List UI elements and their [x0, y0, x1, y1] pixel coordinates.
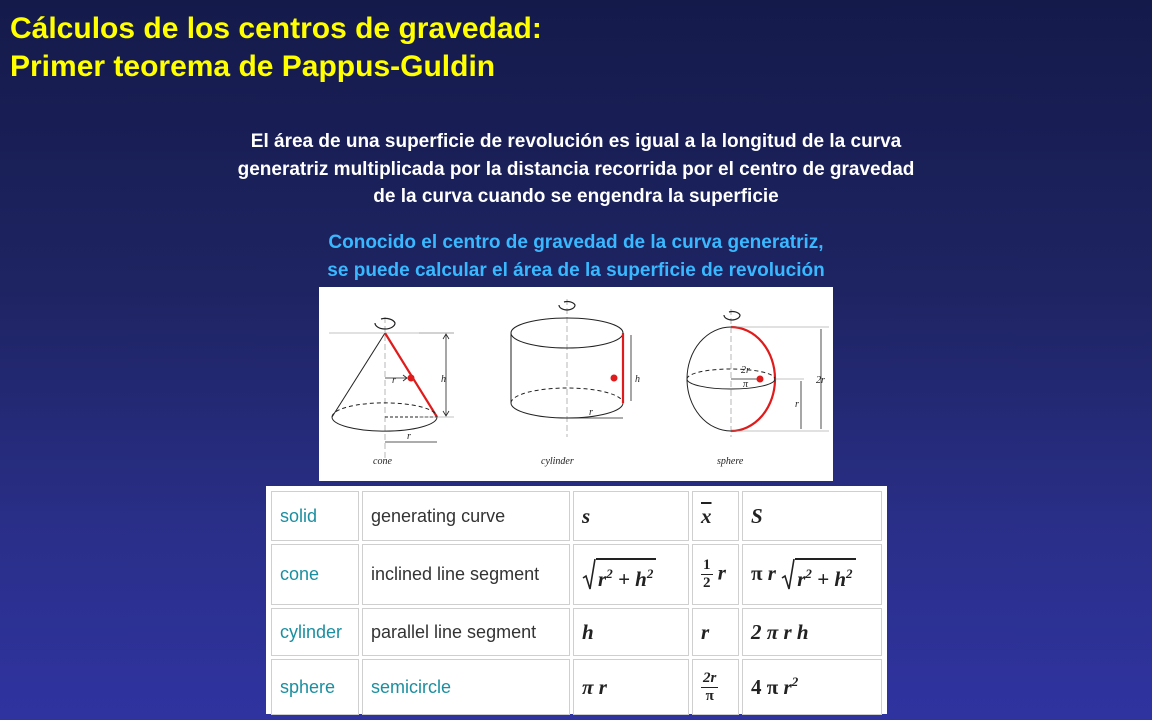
header-s: s	[573, 491, 689, 541]
sphere-label-2r: 2r	[741, 365, 750, 376]
row-cylinder-x: r	[692, 608, 739, 656]
header-generating-curve: generating curve	[362, 491, 570, 541]
properties-table	[266, 486, 887, 714]
sphere-label-pi: π	[743, 379, 749, 390]
theorem-statement	[140, 128, 1012, 211]
table-row	[271, 544, 882, 605]
header-S: S	[742, 491, 882, 541]
row-sphere-s: π r	[573, 659, 689, 715]
table-header-row	[271, 491, 882, 541]
statement-line-1: El área de una superficie de revolución es igual a la longitud de la curva	[250, 131, 902, 152]
cone-caption: cone	[373, 456, 392, 467]
cone-label-r-half: r	[392, 375, 396, 386]
header-x-bar: $\overline{x}$	[692, 491, 739, 541]
statement-line-3: de la curva cuando se engendra la superficie	[373, 186, 779, 207]
row-cone-solid: cone	[271, 544, 359, 605]
row-cylinder-curve: parallel line segment	[362, 608, 570, 656]
sphere-label-r: r	[795, 399, 799, 410]
cylinder-centroid-dot	[611, 375, 618, 382]
row-cone-x: $\frac{1}{2}$ r	[692, 544, 739, 605]
cone-label-r-base: r	[407, 431, 411, 442]
cylinder-label-r: r	[589, 407, 593, 418]
row-cylinder-solid: cylinder	[271, 608, 359, 656]
header-solid: solid	[271, 491, 359, 541]
cone-diagram	[329, 317, 454, 459]
corollary-line-1: Conocido el centro de gravedad de la curva generatriz,	[328, 232, 824, 253]
sphere-diagram	[687, 309, 829, 437]
slide-title	[10, 10, 542, 86]
title-line-1: Cálculos de los centros de gravedad:	[10, 12, 542, 45]
cylinder-diagram	[511, 299, 631, 437]
rotation-arrow-icon	[724, 312, 740, 320]
row-sphere-x: $\frac{2r}{\pi}$	[692, 659, 739, 715]
row-cone-s: $r^2 + h^2$	[573, 544, 689, 605]
table-row	[271, 608, 882, 656]
row-cylinder-s: h	[573, 608, 689, 656]
cylinder-caption: cylinder	[541, 456, 574, 467]
title-line-2: Primer teorema de Pappus-Guldin	[10, 50, 496, 83]
cylinder-label-h: h	[635, 374, 640, 385]
row-cylinder-S: 2 π r h	[742, 608, 882, 656]
row-cone-S: π r $r^2 + h^2$	[742, 544, 882, 605]
row-sphere-solid: sphere	[271, 659, 359, 715]
row-sphere-curve: semicircle	[362, 659, 570, 715]
table-row	[271, 659, 882, 715]
statement-line-2: generatriz multiplicada por la distancia recorrida por el centro de gravedad	[237, 158, 915, 180]
row-sphere-S: 4 π $r^2$	[742, 659, 882, 715]
sphere-centroid-dot	[757, 376, 764, 383]
row-cone-curve: inclined line segment	[362, 544, 570, 605]
cone-label-h: h	[441, 374, 446, 385]
corollary-line-2: se puede calcular el área de la superficie de revolución	[327, 259, 825, 281]
cone-centroid-dot	[408, 375, 415, 382]
sphere-caption: sphere	[717, 456, 744, 467]
theorem-corollary	[190, 229, 962, 284]
solids-figure	[319, 287, 833, 481]
sphere-label-2r-height: 2r	[816, 375, 825, 386]
